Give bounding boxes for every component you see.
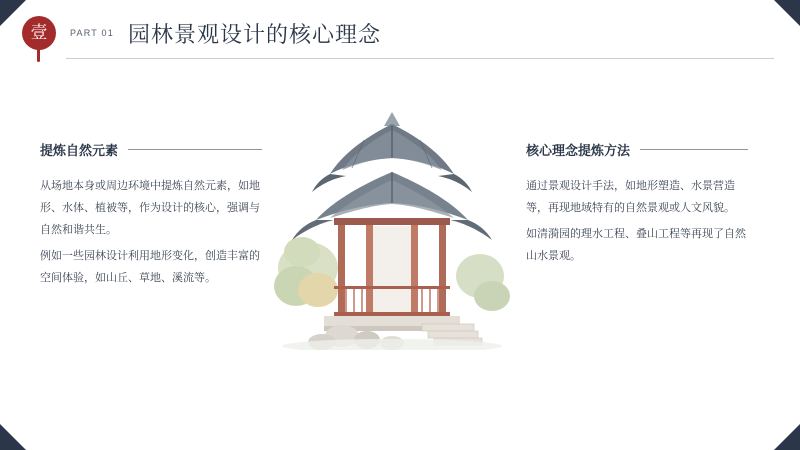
left-column-body: [40, 175, 262, 289]
left-text-column: [40, 140, 262, 293]
left-column-heading: 提炼自然元素: [40, 143, 119, 158]
right-column-header: [526, 140, 748, 159]
right-column-heading: 核心理念提炼方法: [526, 143, 631, 158]
corner-decoration-top-left: [0, 0, 26, 26]
header-divider: [66, 58, 774, 59]
left-paragraph-1: 从场地本身或周边环境中提炼自然元素，如地形、水体、植被等，作为设计的核心，强调与自然和谐共生。: [40, 180, 260, 236]
slide-header: [18, 16, 782, 62]
left-paragraph-2: 例如一些园林设计利用地形变化，创造丰富的空间体验，如山丘、草地、溪流等。: [40, 250, 260, 284]
corner-decoration-bottom-left: [0, 424, 26, 450]
pavilion-illustration-svg: [272, 100, 512, 350]
right-text-column: [526, 140, 748, 271]
right-column-body: [526, 175, 748, 267]
pavilion-illustration: [272, 100, 512, 350]
section-seal-tail: [37, 46, 40, 62]
right-paragraph-2: 如清漪园的理水工程、叠山工程等再现了自然山水景观。: [526, 228, 746, 262]
page-title: 园林景观设计的核心理念: [128, 22, 382, 47]
right-paragraph-1: 通过景观设计手法，如地形塑造、水景营造等，再现地域特有的自然景观或人文风貌。: [526, 180, 735, 214]
left-heading-rule: [128, 149, 262, 150]
left-column-header: [40, 140, 262, 159]
part-label: PART 01: [70, 28, 114, 38]
right-heading-rule: [640, 149, 748, 150]
section-number-seal: 壹: [22, 16, 56, 50]
corner-decoration-bottom-right: [774, 424, 800, 450]
corner-decoration-top-right: [774, 0, 800, 26]
